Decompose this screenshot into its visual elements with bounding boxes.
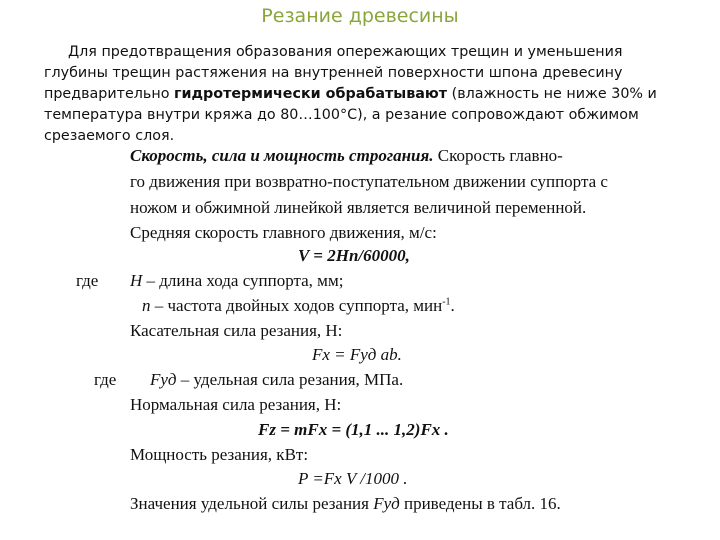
intro-line: Для предотвращения образования опережающих трещин и уменьшения bbox=[68, 44, 623, 60]
where-label: где bbox=[76, 271, 99, 290]
intro-emphasis: гидротермически обрабатывают bbox=[173, 86, 448, 102]
intro-line: предварительно гидротермически обрабатывают (влажность не ниже 30% и bbox=[44, 86, 657, 102]
formula-normal-force: Fz = mFx = (1,1 ... 1,2)Fx . bbox=[258, 420, 449, 439]
section-heading: Скорость, сила и мощность строгания. bbox=[130, 146, 434, 165]
definition-line: n – частота двойных ходов суппорта, мин$^{-1}$. bbox=[142, 296, 455, 315]
scan-line: Значения удельной силы резания Fуд приведены в табл. 16. bbox=[130, 494, 561, 513]
scan-line: Средняя скорость главного движения, м/с: bbox=[130, 223, 437, 242]
definition-line: H – длина хода суппорта, мм; bbox=[130, 271, 344, 290]
scan-line: Мощность резания, кВт: bbox=[130, 445, 309, 464]
where-label: где bbox=[94, 370, 117, 389]
scan-line: го движения при возвратно-поступательном движении суппорта с bbox=[130, 172, 608, 191]
scan-line: ножом и обжимной линейкой является величиной переменной. bbox=[130, 198, 587, 217]
intro-line: температура внутри кряжа до 80…100°С), а резание сопровождают обжимом bbox=[44, 107, 639, 123]
formula-speed: V = 2Hn/60000, bbox=[298, 246, 410, 265]
symbol: Fуд bbox=[150, 370, 177, 389]
formula-tangential-force: Fx = Fуд ab. bbox=[312, 345, 402, 364]
formula-power: P =Fx V /1000 . bbox=[298, 469, 408, 488]
scan-line: Касательная сила резания, Н: bbox=[130, 321, 343, 340]
scan-line: Нормальная сила резания, Н: bbox=[130, 395, 342, 414]
intro-line: глубины трещин растяжения на внутренней поверхности шпона древесину bbox=[44, 65, 623, 81]
symbol: n bbox=[142, 296, 151, 315]
intro-line: срезаемого слоя. bbox=[44, 128, 175, 144]
symbol: H bbox=[130, 271, 143, 290]
intro-paragraph bbox=[44, 42, 684, 147]
scan-line: Скорость, сила и мощность строгания. Скорость главно- bbox=[130, 146, 563, 165]
definition-line: Fуд – удельная сила резания, МПа. bbox=[150, 370, 404, 389]
symbol: Fуд bbox=[373, 494, 400, 513]
slide-title: Резание древесины bbox=[261, 5, 459, 27]
